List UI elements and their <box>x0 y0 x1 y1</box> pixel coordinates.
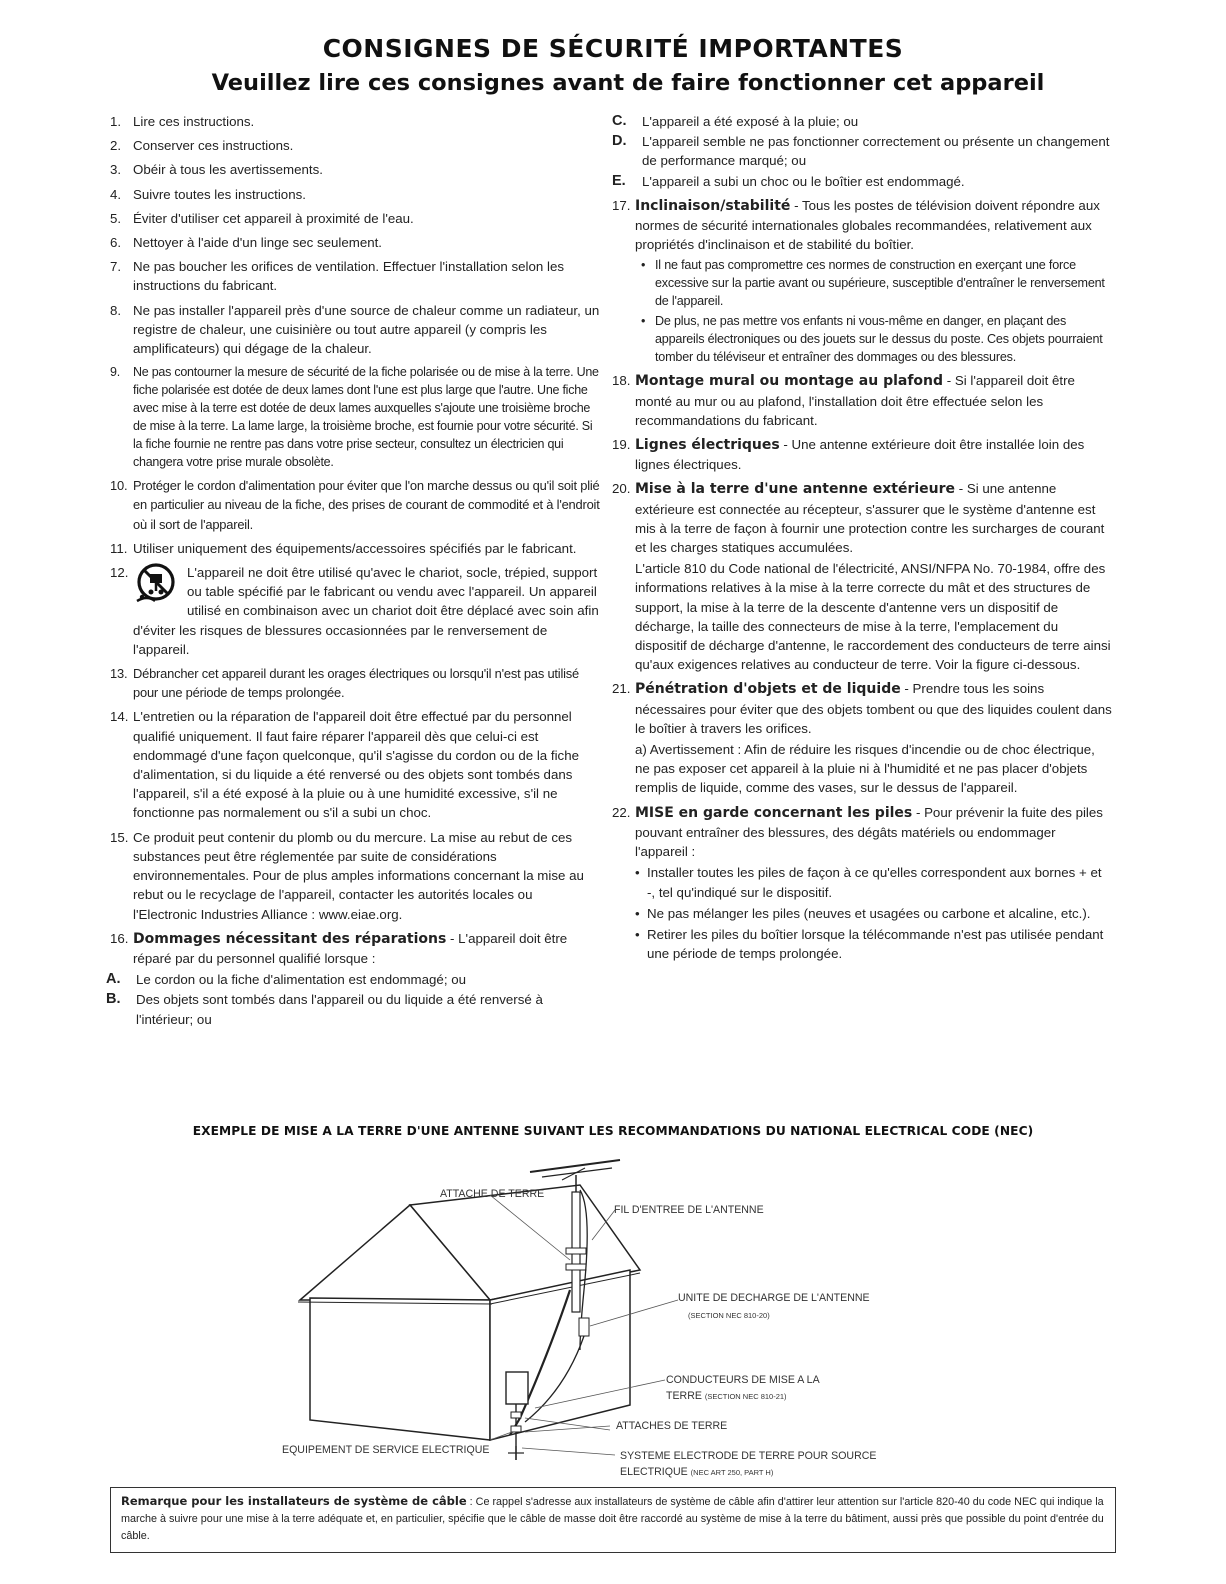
cart-warning-icon <box>133 561 181 605</box>
label-systeme-1: SYSTEME ELECTRODE DE TERRE POUR SOURCE <box>620 1450 877 1462</box>
instruction-item-1: 1. Lire ces instructions. <box>110 114 255 129</box>
instruction-item-15: 15. Ce produit peut contenir du plomb ou du mercure. La mise au rebut de ces substances peut être réglementée par suite de considérations environnementales. Pour de plus amples informations concernant la mise au rebut ou le recyclage de l'appareil, contacter les autorités locales ou l'Electronic Industries Alliance : www.eiae.org. <box>110 829 584 922</box>
note-heading: Remarque pour les installateurs de système de câble <box>121 1494 467 1508</box>
label-equipement: EQUIPEMENT DE SERVICE ELECTRIQUE <box>282 1444 490 1456</box>
instruction-item-5: 5. Éviter d'utiliser cet appareil à proximité de l'eau. <box>110 210 414 226</box>
page-subtitle: Veuillez lire ces consignes avant de faire fonctionner cet appareil <box>211 70 1045 96</box>
instruction-item-22: 22. MISE en garde concernant les piles - Pour prévenir la fuite des piles pouvant entraîner des blessures, des dégâts matériels ou endommager l'appareil : • Installer toutes les piles de façon à ce qu'elles correspondent aux bornes + et -, tel qu'indiqué sur le dispositif. • Ne pas mélanger les piles (neuves et usagées ou carbone et alcaline, etc.). • Retirer les piles du boîtier lorsque la télécommande n'est pas utilisée pendant une période de temps prolongée. <box>612 803 1112 964</box>
label-unite-decharge-ref: (SECTION NEC 810-20) <box>688 1311 770 1320</box>
cable-installer-note <box>110 1487 1116 1553</box>
left-column <box>106 112 600 1030</box>
instruction-item-10: 10. Protéger le cordon d'alimentation pour éviter que l'on marche dessus ou qu'il soit plié en particulier au niveau de la fiche, des prises de courant de commodité et à l'endroit où il sort de l'appareil. <box>110 478 600 532</box>
house-illustration <box>280 1150 920 1480</box>
instruction-item-16: 16. Dommages nécessitant des réparations - L'appareil doit être réparé par du personnel qualifié lorsque : <box>110 930 568 966</box>
item-22-bullet-2: • Ne pas mélanger les piles (neuves et usagées ou carbone et alcaline, etc.). <box>635 905 1091 921</box>
item-22-bullet-1: • Installer toutes les piles de façon à ce qu'elles correspondent aux bornes + et -, tel qu'indiqué sur le dispositif. <box>635 865 1102 900</box>
diagram-caption: EXEMPLE DE MISE A LA TERRE D'UNE ANTENNE SUIVANT LES RECOMMANDATIONS DU NATIONAL ELECTRICAL CODE (NEC) <box>192 1124 1034 1138</box>
note-text: : Ce rappel s'adresse aux installateurs de système de câble afin d'attirer leur attention sur l'article 820-40 du code NEC qui indique la marche à suivre pour une mise à la terre adéquate et, en particulier, spécifie que le câble de masse doit être raccordé au système de mise à la terre du bâtiment, aussi près que possible du point d'entrée du câble. <box>121 1496 1104 1542</box>
sub-item-d: D. L'appareil semble ne pas fonctionner correctement ou présente un changement de performance marqué; ou <box>612 133 1110 169</box>
item-19-heading: Lignes électriques <box>635 437 780 454</box>
instruction-item-20: 20. Mise à la terre d'une antenne extérieure - Si une antenne extérieure est connectée au récepteur, s'assurer que le système d'antenne est mis à la terre de façon à fournir une protection contre les surcharges de courant et les charges statiques accumulées. L'article 810 du Code national de l'électricité, ANSI/NFPA No. 70-1984, offre des informations relatives à la mise à la terre correcte du mât et des structures de support, la mise à la terre de la descente d'antenne vers un dispositif de décharge, la taille des connecteurs de mise à la terre, l'emplacement du dispositif de décharge d'antenne, le raccordement des conducteurs de terre ainsi qu'aux exigences relatives au conducteur de terre. Voir la figure ci-dessous. <box>612 479 1112 674</box>
instruction-item-3: 3. Obéir à tous les avertissements. <box>110 162 323 178</box>
instruction-item-11: 11. Utiliser uniquement des équipements/accessoires spécifiés par le fabricant. <box>110 540 577 556</box>
item-17-bullet-2: • De plus, ne pas mettre vos enfants ni vous-même en danger, en plaçant des appareils électroniques ou des jouets sur le dessus du poste. Ces objets pourraient tomber du téléviseur et entraîner des dommages ou des blessures. <box>641 314 1103 365</box>
item-22-bullet-3: • Retirer les piles du boîtier lorsque la télécommande n'est pas utilisée pendant une période de temps prolongée. <box>635 926 1104 962</box>
item-17-bullet-1: • Il ne faut pas compromettre ces normes de construction en exerçant une force excessive sur la partie avant ou supérieure, susceptible d'entraîner le renversement de l'appareil. <box>641 258 1105 309</box>
item-21-paragraph: a) Avertissement : Afin de réduire les risques d'incendie ou de choc électrique, ne pas exposer cet appareil à la pluie ni à l'humidité et ne pas placer d'objets remplis de liquide, comme des vases, sur le dessus de l'appareil. <box>635 742 1095 796</box>
label-unite-decharge: UNITE DE DECHARGE DE L'ANTENNE <box>678 1292 870 1304</box>
item-22-heading: MISE en garde concernant les piles <box>635 804 913 821</box>
label-conducteurs-2: TERRE (SECTION NEC 810-21) <box>666 1390 787 1402</box>
instruction-item-6: 6. Nettoyer à l'aide d'un linge sec seulement. <box>110 235 382 251</box>
item-20-paragraph: L'article 810 du Code national de l'électricité, ANSI/NFPA No. 70-1984, offre des informations relatives à la mise à la terre correcte du mât et des structures de support, la mise à la terre de la descente d'antenne vers un dispositif de décharge, la taille des connecteurs de mise à la terre, l'emplacement du dispositif de décharge d'antenne, le raccordement des conducteurs de terre ainsi qu'aux exigences relatives au conducteur de terre. Voir la figure ci-dessous. <box>635 561 1111 673</box>
instruction-item-4: 4. Suivre toutes les instructions. <box>110 186 306 202</box>
instruction-item-12: 12. L'appareil ne doit être utilisé qu'avec le chariot, socle, trépied, support ou table spécifié par le fabricant ou vendu avec l'appareil. Un appareil utilisé en combinaison avec un chariot doit être déplacé avec soin afin d'éviter les risques de blessures occasionnées par le renversement de l'appareil. <box>110 563 600 659</box>
item-16-heading: Dommages nécessitant des réparations <box>133 930 447 947</box>
page-title: CONSIGNES DE SÉCURITÉ IMPORTANTES <box>322 34 904 63</box>
sub-item-e: E. L'appareil a subi un choc ou le boîtier est endommagé. <box>612 172 965 189</box>
label-attache-terre: ATTACHE DE TERRE <box>440 1188 545 1200</box>
instruction-item-14: 14. L'entretien ou la réparation de l'appareil doit être effectué par du personnel qualifié uniquement. Il faut faire réparer l'appareil dès que celui-ci est endommagé d'une façon quelconque, qu'il s'agisse du cordon ou de la fiche d'alimentation, si du liquide a été renversé ou des objets sont tombés dans l'appareil, s'il a été exposé à la pluie ou à une humidité excessive, s'il ne fonctionne pas normalement ou s'il a subi un choc. <box>110 709 579 821</box>
instruction-item-17: 17. Inclinaison/stabilité - Tous les postes de télévision doivent répondre aux normes de sécurité internationales globales recommandées, relativement aux propriétés d'inclinaison et de stabilité du boîtier. • Il ne faut pas compromettre ces normes de construction en exerçant une force excessive sur la partie avant ou supérieure, susceptible d'entraîner le renversement de l'appareil. • De plus, ne pas mettre vos enfants ni vous-même en danger, en plaçant des appareils électroniques ou des jouets sur le dessus du poste. Ces objets pourraient tomber du téléviseur et entraîner des dommages ou des blessures. <box>612 196 1112 367</box>
item-18-heading: Montage mural ou montage au plafond <box>635 373 944 390</box>
label-attaches-terre: ATTACHES DE TERRE <box>616 1420 728 1432</box>
item-20-heading: Mise à la terre d'une antenne extérieure <box>635 481 956 498</box>
instruction-item-8: 8. Ne pas installer l'appareil près d'une source de chaleur comme un radiateur, un registre de chaleur, une cuisinière ou tout autre appareil (y compris les amplificateurs) qui dégage de la chaleur. <box>110 302 600 357</box>
label-conducteurs-1: CONDUCTEURS DE MISE A LA <box>666 1374 820 1386</box>
instruction-item-19: 19. Lignes électriques - Une antenne extérieure doit être installée loin des lignes électriques. <box>612 437 1085 473</box>
item-21-heading: Pénétration d'objets et de liquide <box>635 681 901 698</box>
instruction-item-13: 13. Débrancher cet appareil durant les orages électriques ou lorsqu'il n'est pas utilisé pour une période de temps prolongée. <box>110 666 579 701</box>
instruction-item-18: 18. Montage mural ou montage au plafond - Si l'appareil doit être monté au mur ou au plafond, l'installation doit être effectuée selon les recommandations du fabricant. <box>612 373 1075 428</box>
label-systeme-2: ELECTRIQUE (NEC ART 250, PART H) <box>620 1466 774 1478</box>
sub-item-c: C. L'appareil a été exposé à la pluie; ou <box>612 113 859 129</box>
item-17-heading: Inclinaison/stabilité <box>635 197 791 214</box>
instruction-item-2: 2. Conserver ces instructions. <box>110 138 294 154</box>
instruction-item-21: 21. Pénétration d'objets et de liquide - Prendre tous les soins nécessaires pour éviter que des objets tombent ou que des liquides coulent dans le boîtier à travers les orifices. a) Avertissement : Afin de réduire les risques d'incendie ou de choc électrique, ne pas exposer cet appareil à la pluie ni à l'humidité et ne pas placer d'objets remplis de liquide, comme des vases, sur le dessus de l'appareil. <box>612 679 1112 797</box>
sub-item-b: B. Des objets sont tombés dans l'appareil ou du liquide a été renversé à l'intérieur; ou <box>106 991 543 1027</box>
sub-item-a: A. Le cordon ou la fiche d'alimentation est endommagé; ou <box>106 971 467 988</box>
right-column <box>612 112 1112 968</box>
antenna-grounding-diagram <box>280 1150 920 1480</box>
label-fil-entree: FIL D'ENTREE DE L'ANTENNE <box>614 1204 764 1216</box>
instruction-item-9: 9. Ne pas contourner la mesure de sécurité de la fiche polarisée ou de mise à la terre. Une fiche polarisée est dotée de deux lames dont l'une est plus large que l'autre. Une fiche avec mise à la terre est dotée de deux lames auxquelles s'ajoute une troisième broche de mise à la terre. La lame large, la troisième broche, est fournie pour votre sécurité. Si la fiche fournie ne rentre pas dans votre prise secteur, consultez un électricien qui changera votre prise murale obsolète. <box>110 365 599 470</box>
instruction-item-7: 7. Ne pas boucher les orifices de ventilation. Effectuer l'installation selon les instructions du fabricant. <box>110 259 564 294</box>
